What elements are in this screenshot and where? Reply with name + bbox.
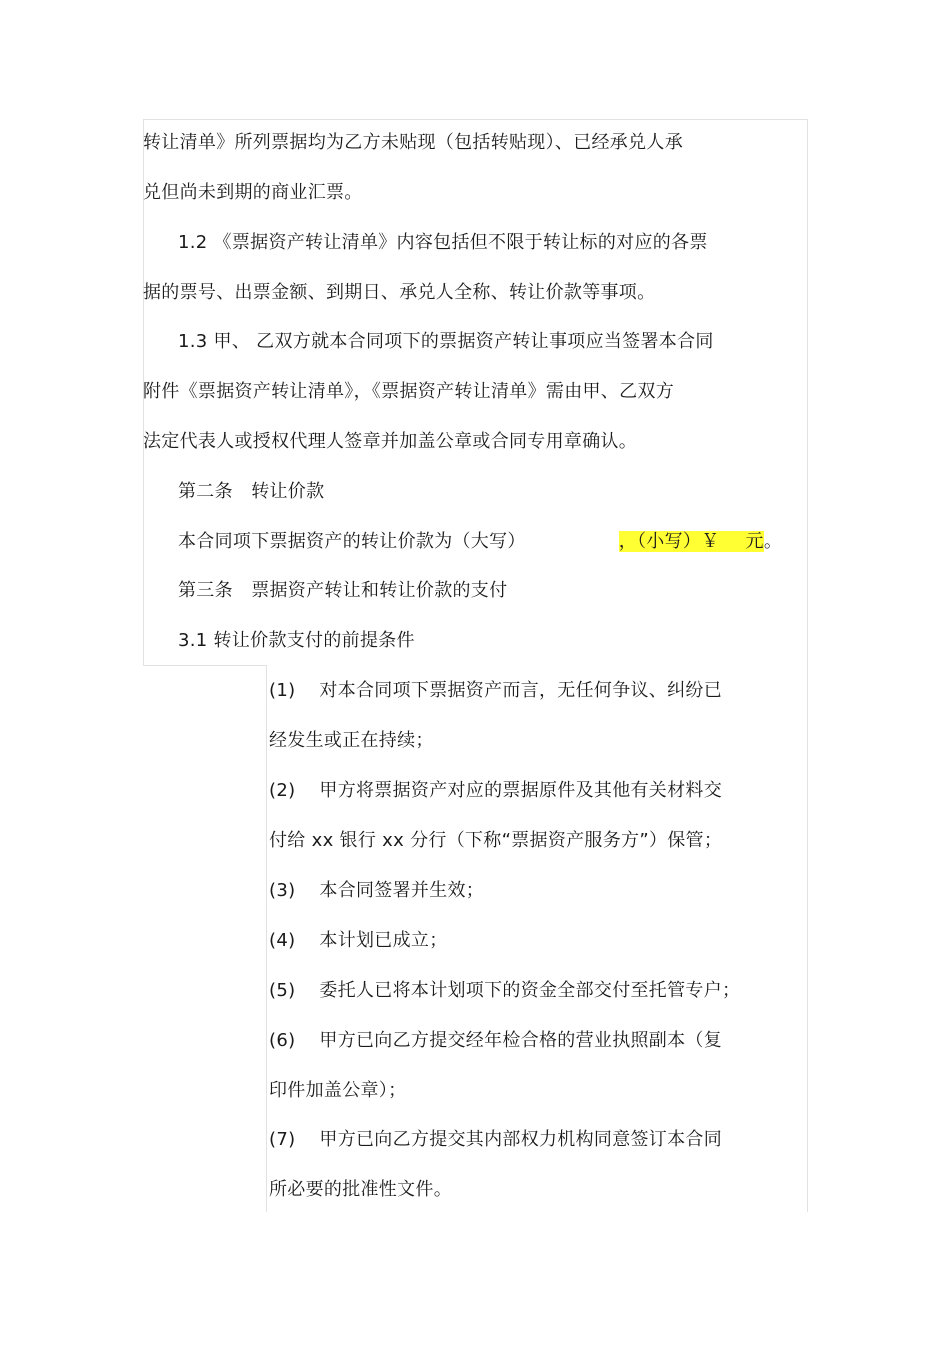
condition-4 — [269, 929, 448, 953]
condition-text: 甲方已向乙方提交其内部权力机构同意签订本合同 — [319, 1129, 723, 1150]
price-small-label: ，（小写）￥ — [618, 531, 720, 552]
frame-mid-line — [143, 665, 267, 666]
para-1-2-line1: 1.2 《票据资产转让清单》内容包括但不限于转让标的对应的各票 — [178, 232, 708, 253]
condition-6-line2: 印件加盖公章）； — [269, 1080, 407, 1101]
para-1-2-line2: 据的票号、出票金额、到期日、承兑人全称、转让价款等事项。 — [143, 282, 656, 303]
condition-number: (7) — [269, 1129, 296, 1150]
condition-text: 本合同签署并生效； — [319, 880, 485, 901]
condition-text: 委托人已将本计划项下的资金全部交付至托管专户； — [319, 980, 741, 1001]
condition-number: (5) — [269, 980, 296, 1001]
article2-heading: 第二条 转让价款 — [178, 481, 325, 502]
price-small-highlight — [619, 531, 764, 552]
condition-text: 本计划已成立； — [319, 930, 448, 951]
price-unit: 元 — [745, 531, 764, 552]
condition-5 — [269, 979, 740, 1003]
para-1-3-line3: 法定代表人或授权代理人签章并加盖公章或合同专用章确认。 — [143, 431, 638, 452]
price-end: 。 — [763, 531, 783, 552]
frame-top-line — [143, 119, 808, 120]
condition-1-line2: 经发生或正在持续； — [269, 730, 434, 751]
condition-7-line2: 所必要的批准性文件。 — [269, 1179, 452, 1200]
para1-line1: 转让清单》所列票据均为乙方未贴现（包括转贴现）、已经承兑人承 — [143, 132, 683, 153]
condition-number: (2) — [269, 780, 296, 801]
sub-3-1-heading: 3.1 转让价款支付的前提条件 — [178, 630, 415, 651]
price-text: 本合同项下票据资产的转让价款为（大写） — [178, 531, 526, 552]
condition-6-line1 — [269, 1029, 722, 1053]
condition-text: 甲方已向乙方提交经年检合格的营业执照副本（复 — [319, 1030, 723, 1051]
condition-7-line1 — [269, 1128, 722, 1152]
article3-heading: 第三条 票据资产转让和转让价款的支付 — [178, 580, 508, 601]
article2-price-line — [178, 530, 782, 554]
condition-2-line2: 付给 xx 银行 xx 分行（下称“票据资产服务方”）保管； — [269, 830, 723, 851]
condition-text: 甲方将票据资产对应的票据原件及其他有关材料交 — [319, 780, 723, 801]
para-1-3-line2: 附件《票据资产转让清单》，《票据资产转让清单》需由甲、乙双方 — [143, 381, 674, 402]
condition-1-line1 — [269, 679, 722, 703]
condition-text: 对本合同项下票据资产而言，无任何争议、纠纷已 — [319, 680, 723, 701]
condition-number: (4) — [269, 930, 296, 951]
para-1-3-line1: 1.3 甲、 乙双方就本合同项下的票据资产转让事项应当签署本合同 — [178, 331, 714, 352]
condition-2-line1 — [269, 779, 722, 803]
condition-number: (6) — [269, 1030, 296, 1051]
para1-line2: 兑但尚未到期的商业汇票。 — [143, 182, 363, 203]
condition-3 — [269, 879, 484, 903]
frame-right-line — [807, 119, 808, 1212]
condition-number: (3) — [269, 880, 296, 901]
frame-inner-left-line — [266, 665, 267, 1212]
condition-number: (1) — [269, 680, 296, 701]
